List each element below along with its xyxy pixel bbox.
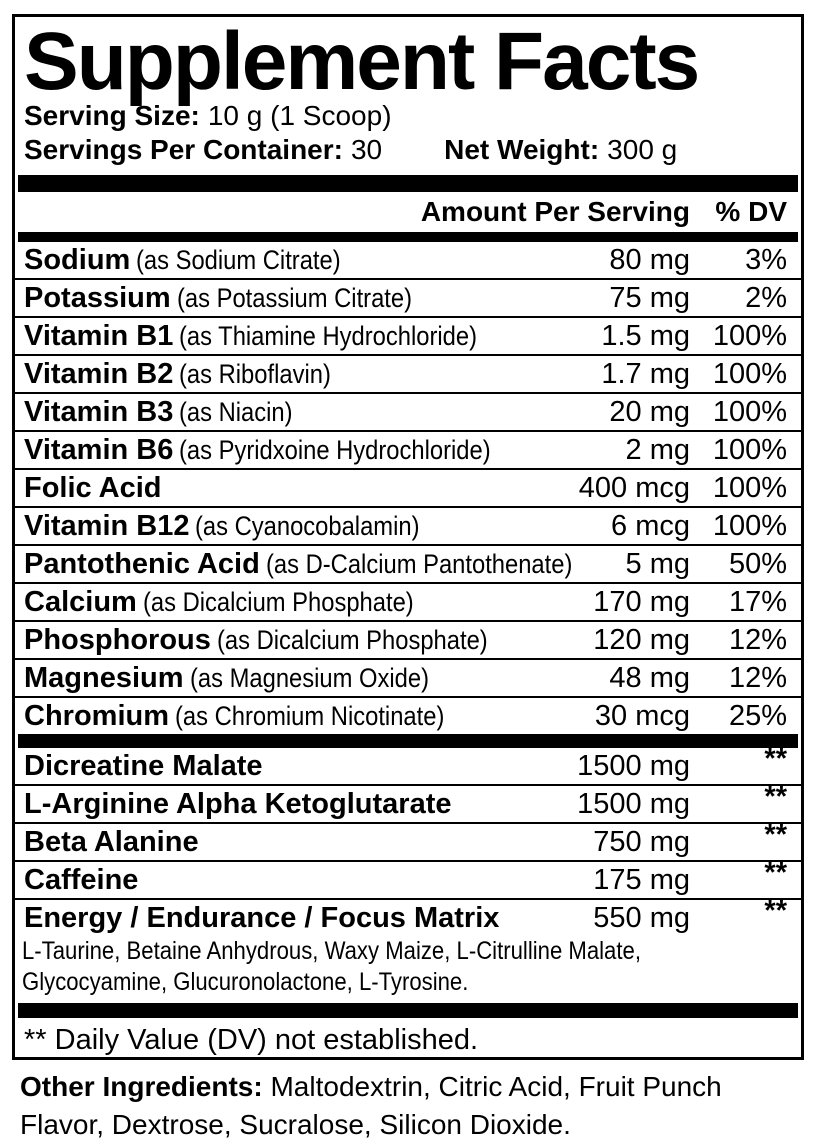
nutrient-row: [15, 658, 801, 696]
nutrient-row: [15, 582, 801, 620]
serving-size-value: 10 g (1 Scoop): [207, 100, 392, 131]
blend-dv-asterisks: **: [764, 818, 787, 851]
blend-dv-asterisks: **: [764, 780, 787, 813]
nutrient-name: Vitamin B2: [24, 357, 174, 390]
nutrient-row: [15, 430, 801, 468]
nutrient-dv-percent: 100%: [712, 433, 787, 466]
nutrient-amount: 75 mg: [609, 281, 690, 314]
nutrient-source-detail: (as Sodium Citrate): [136, 244, 342, 275]
nutrient-source-detail: (as Magnesium Oxide): [189, 662, 429, 693]
nutrient-name-cell: [24, 586, 593, 619]
nutrient-name-cell: [24, 624, 593, 657]
nutrient-dv-percent: 25%: [728, 699, 787, 732]
blend-sub-ingredients: L-Taurine, Betaine Anhydrous, Waxy Maize, L-Citrulline Malate, Glycocyamine, Glucuronolactone, L-Tyrosine.: [22, 937, 641, 996]
section-divider-bar-top: [18, 175, 798, 192]
nutrient-source-detail: (as Cyanocobalamin): [195, 510, 420, 541]
nutrient-name-cell: [24, 396, 609, 429]
nutrient-dv-percent: 100%: [712, 319, 787, 352]
other-ingredients-value: Maltodextrin, Citric Acid, Fruit Punch Flavor, Dextrose, Sucralose, Silicon Dioxide.: [20, 1071, 722, 1140]
blend-name: Beta Alanine: [24, 825, 199, 858]
nutrient-dv-percent: 100%: [712, 509, 787, 542]
blend-name-cell: [24, 826, 593, 859]
blend-row: [15, 894, 801, 1003]
blend-name-cell: [24, 750, 577, 783]
nutrient-source-detail: (as Dicalcium Phosphate): [216, 624, 488, 655]
blend-dv-asterisks: **: [764, 856, 787, 889]
blend-name-cell: [24, 788, 577, 821]
nutrient-name-cell: [24, 662, 609, 695]
nutrient-dv-percent: 12%: [728, 623, 787, 656]
nutrient-amount: 170 mg: [593, 585, 690, 618]
servings-per-container-value: 30: [350, 134, 383, 165]
nutrient-source-detail: (as Chromium Nicotinate): [175, 700, 445, 731]
nutrient-row: [15, 696, 801, 734]
blend-name: L-Arginine Alpha Ketoglutarate: [24, 787, 452, 820]
supplement-facts-panel: [12, 14, 804, 1060]
nutrient-name-cell: [24, 282, 609, 315]
nutrient-name-cell: [24, 358, 601, 391]
nutrient-dv-percent: 100%: [712, 357, 787, 390]
nutrient-amount: 400 mcg: [578, 471, 690, 504]
blend-dv-cell: [690, 742, 787, 783]
blend-dv-cell: [690, 894, 787, 935]
nutrient-name-cell: [24, 434, 626, 467]
nutrient-amount: 2 mg: [625, 433, 690, 466]
nutrient-amount: 1.7 mg: [601, 357, 690, 390]
nutrient-row: [15, 278, 801, 316]
nutrient-dv-percent: 100%: [712, 395, 787, 428]
blend-dv-cell: [690, 856, 787, 897]
footnote-divider-bar: [18, 1003, 798, 1018]
nutrient-name: Magnesium: [24, 661, 184, 694]
nutrient-rows-section: [15, 242, 801, 734]
nutrient-amount: 48 mg: [609, 661, 690, 694]
nutrient-row: [15, 506, 801, 544]
nutrient-amount: 6 mcg: [611, 509, 690, 542]
blend-row: [15, 856, 801, 898]
blend-amount: 550 mg: [593, 901, 690, 934]
blend-divider-bar: [18, 734, 798, 748]
blend-row: [15, 742, 801, 784]
nutrient-dv-percent: 17%: [728, 585, 787, 618]
blend-row: [15, 818, 801, 860]
nutrient-dv-percent: 100%: [712, 471, 787, 504]
nutrient-row: [15, 354, 801, 392]
nutrient-name: Folic Acid: [24, 471, 162, 504]
blend-row: [15, 780, 801, 822]
nutrient-name: Sodium: [24, 243, 131, 276]
column-header-row: [15, 192, 801, 232]
nutrient-dv-percent: 12%: [728, 661, 787, 694]
net-weight-label: Net Weight:: [444, 134, 600, 165]
blend-rows-section: [15, 742, 801, 1003]
nutrient-source-detail: (as D-Calcium Pantothenate): [265, 548, 573, 579]
nutrient-row: [15, 316, 801, 354]
nutrient-row: [15, 620, 801, 658]
nutrient-name-cell: [24, 244, 609, 277]
servings-per-container: [24, 132, 382, 167]
nutrient-amount: 80 mg: [609, 243, 690, 276]
nutrient-name-cell: [24, 548, 626, 581]
nutrient-name: Vitamin B6: [24, 433, 174, 466]
servings-net-weight-line: [15, 132, 801, 167]
nutrient-source-detail: (as Thiamine Hydrochloride): [179, 320, 478, 351]
nutrient-row: [15, 468, 801, 506]
nutrient-name-cell: [24, 510, 611, 543]
nutrient-row: [15, 544, 801, 582]
nutrient-amount: 30 mcg: [594, 699, 690, 732]
blend-amount: 750 mg: [593, 825, 690, 858]
nutrient-amount: 1.5 mg: [601, 319, 690, 352]
nutrient-amount: 120 mg: [593, 623, 690, 656]
nutrient-source-detail: (as Pyridxoine Hydrochloride): [179, 434, 492, 465]
net-weight-value: 300 g: [607, 134, 678, 165]
blend-dv-asterisks: **: [764, 894, 787, 927]
blend-dv-cell: [690, 780, 787, 821]
amount-per-serving-header: Amount Per Serving: [420, 196, 690, 227]
blend-name: Energy / Endurance / Focus Matrix: [24, 901, 500, 934]
nutrient-row: [15, 242, 801, 278]
nutrient-source-detail: (as Riboflavin): [179, 358, 332, 389]
serving-size-label: Serving Size:: [24, 100, 200, 131]
nutrient-name-cell: [24, 700, 595, 733]
nutrient-dv-percent: 2%: [745, 281, 787, 314]
net-weight: [444, 132, 677, 167]
blend-amount: 175 mg: [593, 863, 690, 896]
nutrient-name: Chromium: [24, 699, 169, 732]
nutrient-source-detail: (as Niacin): [179, 396, 293, 427]
nutrient-dv-percent: 50%: [728, 547, 787, 580]
nutrient-name: Potassium: [24, 281, 171, 314]
servings-per-container-label: Servings Per Container:: [24, 134, 343, 165]
nutrient-name: Calcium: [24, 585, 137, 618]
blend-name-cell: [24, 902, 593, 935]
nutrient-row: [15, 392, 801, 430]
other-ingredients-label: Other Ingredients:: [20, 1071, 263, 1102]
nutrient-name: Pantothenic Acid: [24, 547, 260, 580]
blend-dv-cell: [690, 818, 787, 859]
header-divider-bar: [18, 232, 798, 242]
blend-amount: 1500 mg: [577, 787, 690, 820]
nutrient-name: Vitamin B12: [24, 509, 190, 542]
blend-dv-asterisks: **: [764, 742, 787, 775]
percent-dv-header: % DV: [715, 196, 787, 227]
panel-title: Supplement Facts: [24, 16, 699, 107]
nutrient-name: Phosphorous: [24, 623, 211, 656]
daily-value-footnote: ** Daily Value (DV) not established.: [24, 1024, 479, 1056]
other-ingredients: [20, 1068, 762, 1144]
nutrient-name: Vitamin B1: [24, 319, 174, 352]
nutrient-amount: 5 mg: [625, 547, 690, 580]
blend-name: Caffeine: [24, 863, 139, 896]
nutrient-dv-percent: 3%: [745, 243, 787, 276]
nutrient-source-detail: (as Potassium Citrate): [176, 282, 412, 313]
nutrient-name: Vitamin B3: [24, 395, 174, 428]
nutrient-amount: 20 mg: [609, 395, 690, 428]
nutrient-name-cell: [24, 320, 601, 353]
blend-name: Dicreatine Malate: [24, 749, 263, 782]
blend-amount: 1500 mg: [577, 749, 690, 782]
blend-name-cell: [24, 864, 593, 897]
nutrient-name-cell: [24, 472, 579, 505]
nutrient-source-detail: (as Dicalcium Phosphate): [142, 586, 414, 617]
